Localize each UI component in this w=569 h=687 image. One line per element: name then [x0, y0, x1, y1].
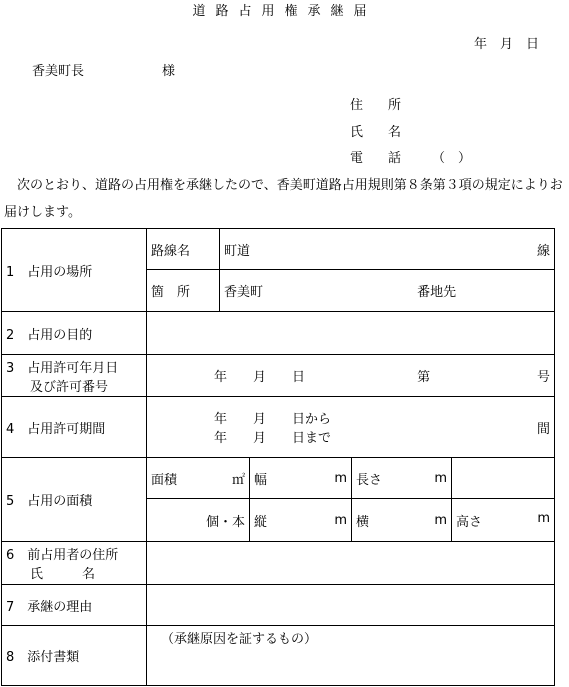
route-cell	[220, 229, 555, 270]
place-value: 香美町	[224, 285, 264, 300]
row6-label: 6 前占用者の住所 氏 名	[2, 542, 147, 585]
place-label: 箇 所	[147, 270, 220, 312]
area-label: 面積	[147, 458, 220, 499]
vertical-label: 縦	[250, 499, 322, 542]
row2-label: 2 占用の目的	[2, 312, 147, 355]
row7-label: 7 承継の理由	[2, 585, 147, 626]
length-label: 長さ	[352, 458, 422, 499]
reason-cell	[147, 585, 555, 626]
height-cell	[452, 499, 555, 542]
permit-date-cell	[147, 355, 555, 397]
row4-label: 4 占用許可期間	[2, 397, 147, 458]
vertical-unit: m	[322, 499, 352, 542]
place-suffix: 番地先	[417, 285, 457, 300]
notification-table	[1, 228, 555, 686]
addressee-suffix: 様	[162, 64, 176, 79]
phone-label: 電 話	[350, 151, 408, 166]
route-label: 路線名	[147, 229, 220, 270]
body-text: 次のとおり、道路の占用権を承継したので、香美町道路占用規則第８条第３項の規定によりお届けします。	[4, 178, 563, 220]
permit-go: 号	[537, 370, 551, 385]
address-label: 住 所	[350, 98, 408, 113]
place-cell	[220, 270, 555, 312]
area-unit: ㎡	[220, 458, 250, 499]
previous-occupant-cell	[147, 542, 555, 585]
horizontal-label: 横	[352, 499, 422, 542]
name-label: 氏 名	[350, 125, 408, 140]
attachments-note: （承継原因を証するもの）	[161, 632, 318, 647]
row5-label: 5 占用の面積	[2, 458, 147, 542]
height-unit: m	[537, 510, 551, 526]
width-label: 幅	[250, 458, 322, 499]
addressee: 香美町長	[32, 64, 85, 79]
period-kan: 間	[537, 421, 551, 437]
route-value: 町道	[224, 243, 251, 259]
permit-date: 年 月 日	[214, 370, 306, 385]
height-label: 高さ	[456, 514, 483, 530]
period-to: 年 月 日まで	[214, 431, 332, 446]
attachments-cell	[147, 626, 555, 686]
phone-parens: （ ）	[432, 151, 472, 166]
row1-label: 1 占用の場所	[2, 229, 147, 312]
area-blank	[452, 458, 555, 499]
document-title: 道路占用権承継届	[192, 4, 377, 19]
purpose-cell	[147, 312, 555, 355]
count-label: 個・本	[147, 499, 250, 542]
row3-label: 3 占用許可年月日 及び許可番号	[2, 355, 147, 397]
route-suffix: 線	[537, 243, 551, 259]
length-unit: m	[422, 458, 452, 499]
row8-label: 8 添付書類	[2, 626, 147, 686]
period-cell	[147, 397, 555, 458]
horizontal-unit: m	[422, 499, 452, 542]
date-line: 年 月 日	[473, 37, 539, 52]
width-unit: m	[322, 458, 352, 499]
period-from: 年 月 日から	[214, 412, 332, 427]
permit-dai: 第	[417, 370, 431, 385]
